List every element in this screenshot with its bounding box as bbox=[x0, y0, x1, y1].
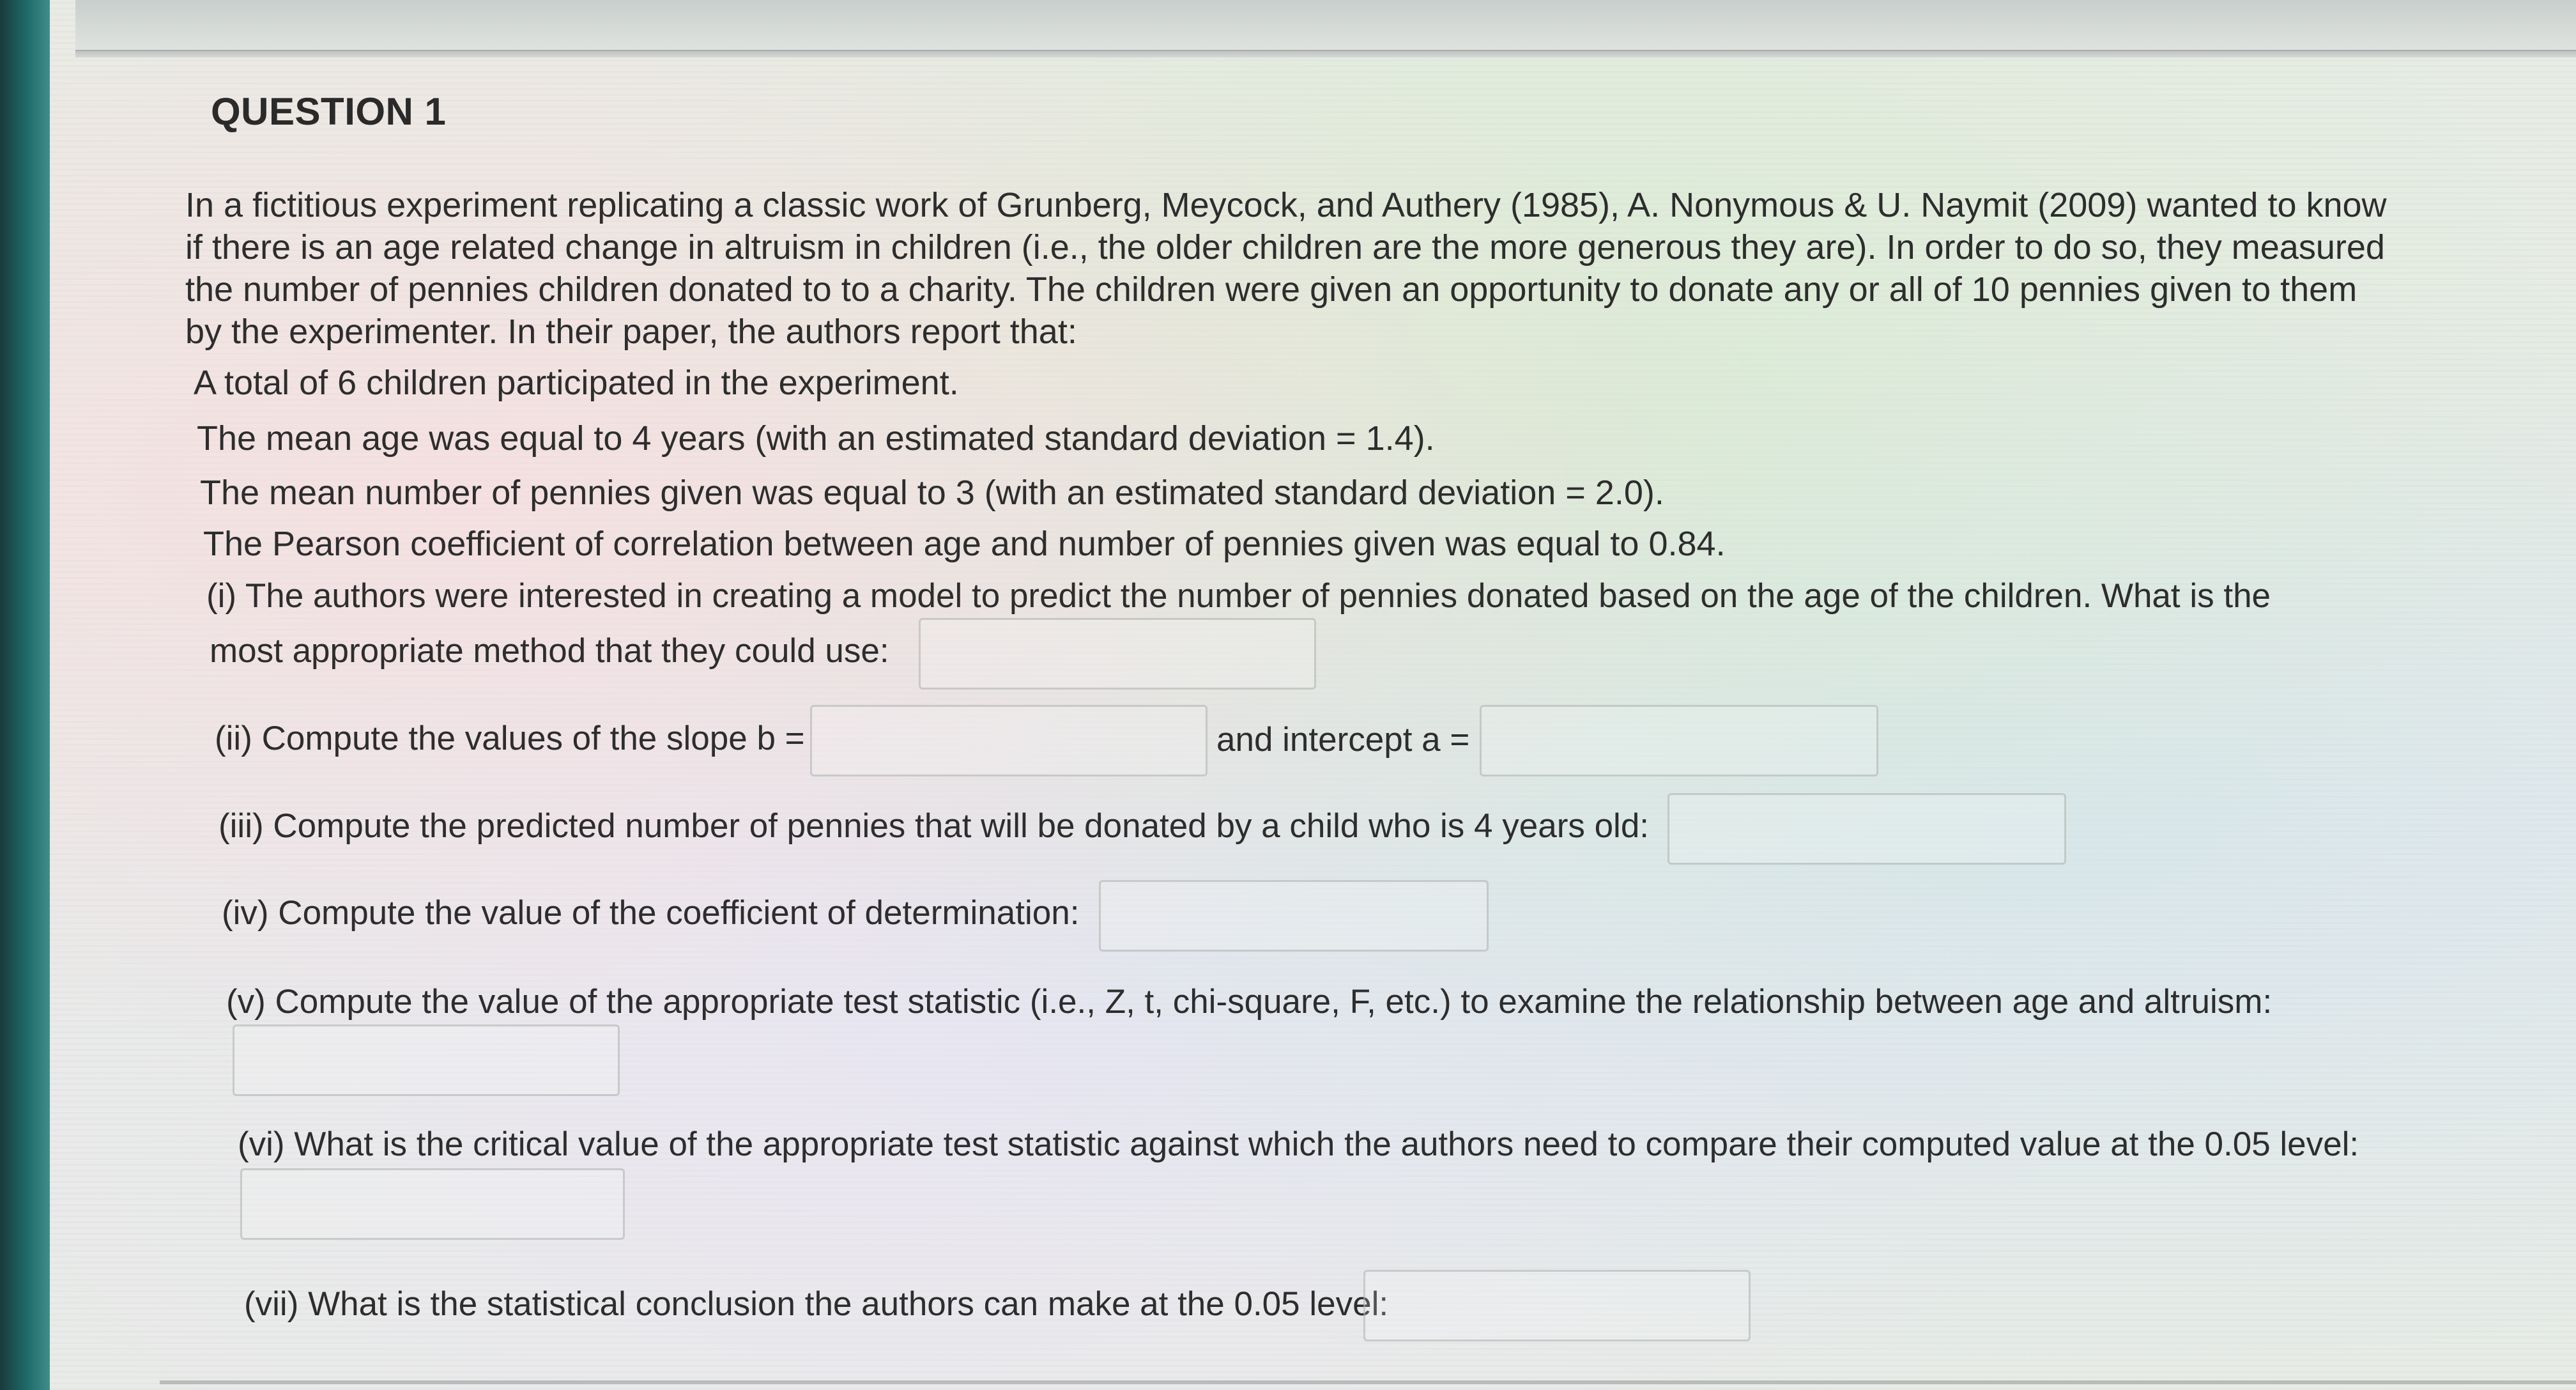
part-v-prompt: (v) Compute the value of the appropriate test statistic (i.e., Z, t, chi-square, F, etc.) to examine the relationship between age and altruism: bbox=[226, 983, 2273, 1021]
intercept-answer-input[interactable] bbox=[1480, 705, 1878, 776]
stat-mean-pennies: The mean number of pennies given was equal to 3 (with an estimated standard deviation = 2.0). bbox=[200, 474, 1664, 512]
part-vii-answer-input[interactable] bbox=[1363, 1270, 1751, 1341]
stat-sample-size: A total of 6 children participated in the experiment. bbox=[194, 364, 959, 402]
part-i-prompt-line2: most appropriate method that they could use: bbox=[210, 632, 889, 670]
part-v-answer-input[interactable] bbox=[233, 1024, 620, 1096]
question-title: QUESTION 1 bbox=[211, 90, 447, 133]
part-ii-intercept-prompt: and intercept a = bbox=[1216, 721, 1470, 759]
part-vii-prompt: (vii) What is the statistical conclusion the authors can make at the 0.05 level: bbox=[244, 1285, 1389, 1323]
part-iv-answer-input[interactable] bbox=[1099, 880, 1489, 952]
part-vi-answer-input[interactable] bbox=[240, 1168, 625, 1240]
stat-correlation: The Pearson coefficient of correlation between age and number of pennies given was equal to 0.84. bbox=[203, 525, 1726, 563]
part-ii-slope-prompt: (ii) Compute the values of the slope b = bbox=[215, 720, 805, 757]
part-i-answer-input[interactable] bbox=[919, 618, 1316, 690]
bottom-divider bbox=[160, 1380, 2576, 1384]
slope-answer-input[interactable] bbox=[810, 705, 1208, 776]
question-intro: In a fictitious experiment replicating a classic work of Grunberg, Meycock, and Authery (1985), A. Nonymous & U. Naymit (2009) wanted to know if there is an age related change in altruism in children (i.e., the older children are the more generous they are). In order to do so, they measured the number of pennies children donated to to a charity. The children were given an opportunity to donate any or all of 10 pennies given to them by the experimenter. In their paper, the authors report that: bbox=[185, 186, 2387, 351]
part-iii-prompt: (iii) Compute the predicted number of pennies that will be donated by a child who is 4 years old: bbox=[218, 807, 1650, 845]
window-left-edge bbox=[0, 0, 50, 1390]
page-top-strip bbox=[75, 0, 2576, 50]
stat-mean-age: The mean age was equal to 4 years (with an estimated standard deviation = 1.4). bbox=[197, 419, 1435, 458]
part-i-prompt-line1: (i) The authors were interested in creating a model to predict the number of pennies donated based on the age of the children. What is the bbox=[206, 577, 2271, 615]
part-iv-prompt: (iv) Compute the value of the coefficient of determination: bbox=[222, 894, 1080, 932]
top-divider bbox=[75, 50, 2576, 58]
part-vi-prompt: (vi) What is the critical value of the appropriate test statistic against which the authors need to compare their computed value at the 0.05 level: bbox=[238, 1125, 2359, 1163]
part-iii-answer-input[interactable] bbox=[1667, 793, 2066, 865]
